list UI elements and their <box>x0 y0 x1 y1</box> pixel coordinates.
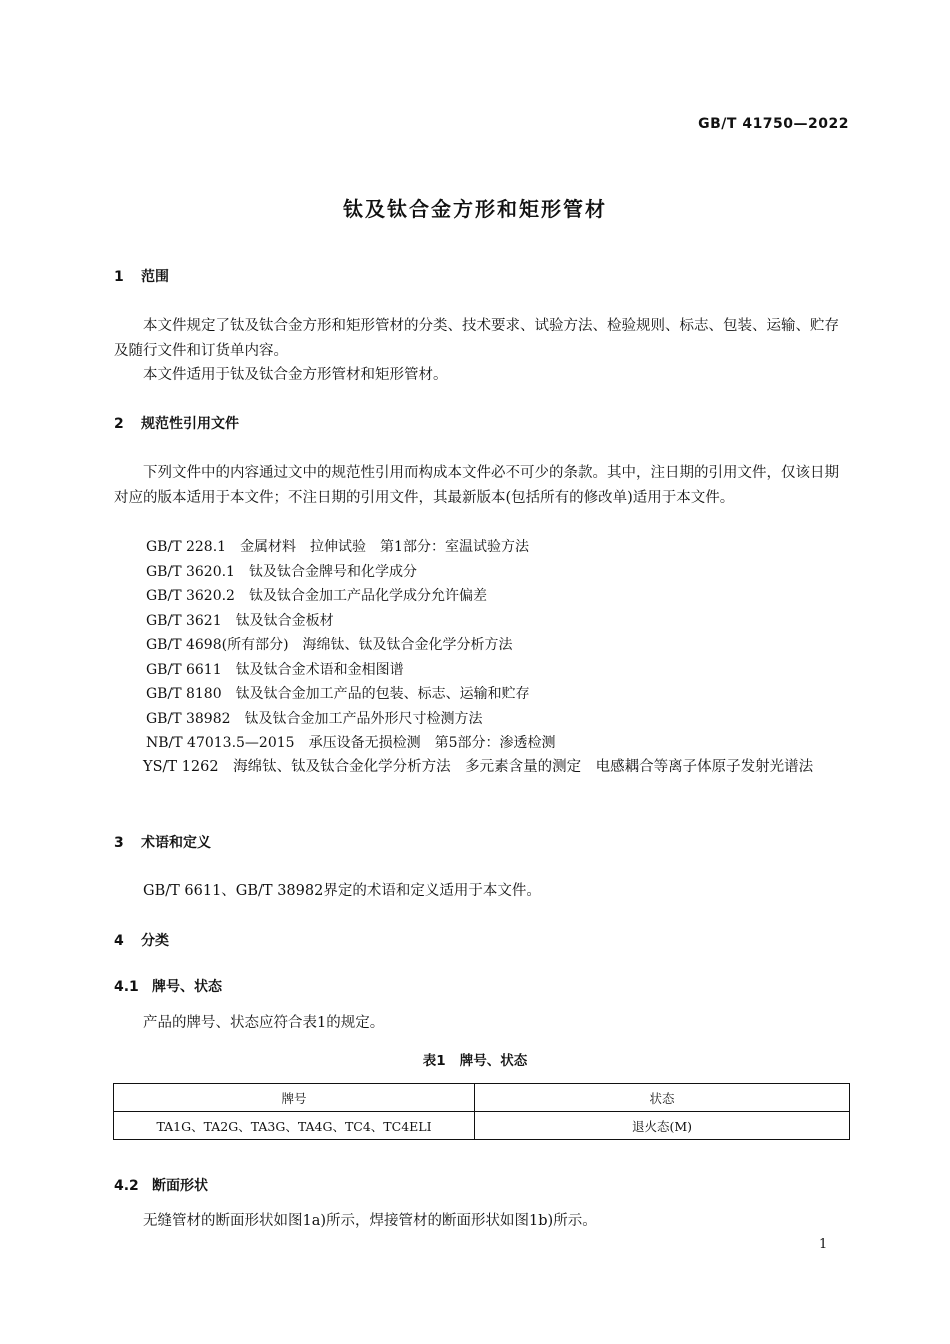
page-number: 1 <box>819 1237 828 1252</box>
table-header-row <box>114 1084 850 1112</box>
reference-title: 金属材料 拉伸试验 第1部分：室温试验方法 <box>240 539 529 555</box>
reference-title: 钛及钛合金加工产品化学成分允许偏差 <box>248 588 487 604</box>
section-number: 4.1 <box>114 979 139 995</box>
reference-title: 钛及钛合金术语和金相图谱 <box>235 662 404 678</box>
standard-code: GB/T 41750—2022 <box>698 116 849 132</box>
table-number: 表1 <box>422 1053 446 1069</box>
table-header-cell: 牌号 <box>114 1084 475 1112</box>
table-cell: TA1G、TA2G、TA3G、TA4G、TC4、TC4ELI <box>114 1112 475 1140</box>
section-title: 范围 <box>141 269 169 285</box>
reference-code: GB/T 228.1 <box>146 539 227 555</box>
section-title: 断面形状 <box>152 1178 208 1194</box>
reference-code: GB/T 8180 <box>146 686 222 702</box>
table-caption <box>0 1049 950 1069</box>
scope-paragraph-2: 本文件适用于钛及钛合金方形管材和矩形管材。 <box>143 367 448 383</box>
reference-item <box>146 634 513 654</box>
reference-title: 钛及钛合金加工产品外形尺寸检测方法 <box>244 711 483 727</box>
reference-item <box>146 683 530 703</box>
section-title: 牌号、状态 <box>152 979 222 995</box>
grade-state-table <box>113 1083 850 1140</box>
section-4-heading <box>114 930 169 950</box>
reference-code: GB/T 6611 <box>146 662 222 678</box>
reference-item <box>146 610 334 630</box>
table-header-cell: 状态 <box>475 1084 850 1112</box>
section-title: 术语和定义 <box>141 835 211 851</box>
section-2-heading <box>114 413 239 433</box>
reference-code: NB/T 47013.5—2015 <box>146 735 295 751</box>
reference-item <box>146 585 487 605</box>
section-3-heading <box>114 832 211 852</box>
reference-code: GB/T 3621 <box>146 613 222 629</box>
reference-code: GB/T 38982 <box>146 711 231 727</box>
reference-item <box>146 536 529 556</box>
reference-title: 钛及钛合金板材 <box>235 613 334 629</box>
document-title: 钛及钛合金方形和矩形管材 <box>343 197 607 221</box>
table-row <box>114 1112 850 1140</box>
section-4-1-heading <box>114 976 222 996</box>
section-number: 4.2 <box>114 1178 139 1194</box>
table-title: 牌号、状态 <box>459 1053 528 1069</box>
section-number: 2 <box>114 416 124 432</box>
section-number: 3 <box>114 835 124 851</box>
reference-item <box>146 561 417 581</box>
section-4-2-heading <box>114 1175 208 1195</box>
section-title: 分类 <box>141 933 169 949</box>
reference-code: GB/T 3620.1 <box>146 564 235 580</box>
cross-section-paragraph: 无缝管材的断面形状如图1a)所示，焊接管材的断面形状如图1b)所示。 <box>143 1213 597 1229</box>
section-number: 4 <box>114 933 124 949</box>
section-1-heading <box>114 266 169 286</box>
reference-item <box>146 659 404 679</box>
reference-code: GB/T 4698(所有部分) <box>146 637 289 653</box>
reference-item <box>146 732 555 752</box>
reference-item-last: YS/T 1262 海绵钛、钛及钛合金化学分析方法 多元素含量的测定 电感耦合等离子体原子发射光谱法 <box>143 759 814 775</box>
reference-item <box>146 708 483 728</box>
scope-paragraph-1: 本文件规定了钛及钛合金方形和矩形管材的分类、技术要求、试验方法、检验规则、标志、包装、运输、贮存及随行文件和订货单内容。 <box>114 318 839 359</box>
section-number: 1 <box>114 269 124 285</box>
reference-title: 钛及钛合金加工产品的包装、标志、运输和贮存 <box>235 686 530 702</box>
reference-title: 承压设备无损检测 第5部分：渗透检测 <box>308 735 556 751</box>
section-title: 规范性引用文件 <box>141 416 239 432</box>
references-intro: 下列文件中的内容通过文中的规范性引用而构成本文件必不可少的条款。其中，注日期的引用文件，仅该日期对应的版本适用于本文件；不注日期的引用文件，其最新版本(包括所有的修改单)适用于本文件。 <box>114 465 839 506</box>
grade-paragraph: 产品的牌号、状态应符合表1的规定。 <box>143 1015 385 1031</box>
reference-title: 海绵钛、钛及钛合金化学分析方法 <box>302 637 513 653</box>
reference-code: GB/T 3620.2 <box>146 588 235 604</box>
reference-title: 钛及钛合金牌号和化学成分 <box>248 564 417 580</box>
table-cell: 退火态(M) <box>475 1112 850 1140</box>
terms-paragraph: GB/T 6611、GB/T 38982界定的术语和定义适用于本文件。 <box>143 883 541 899</box>
